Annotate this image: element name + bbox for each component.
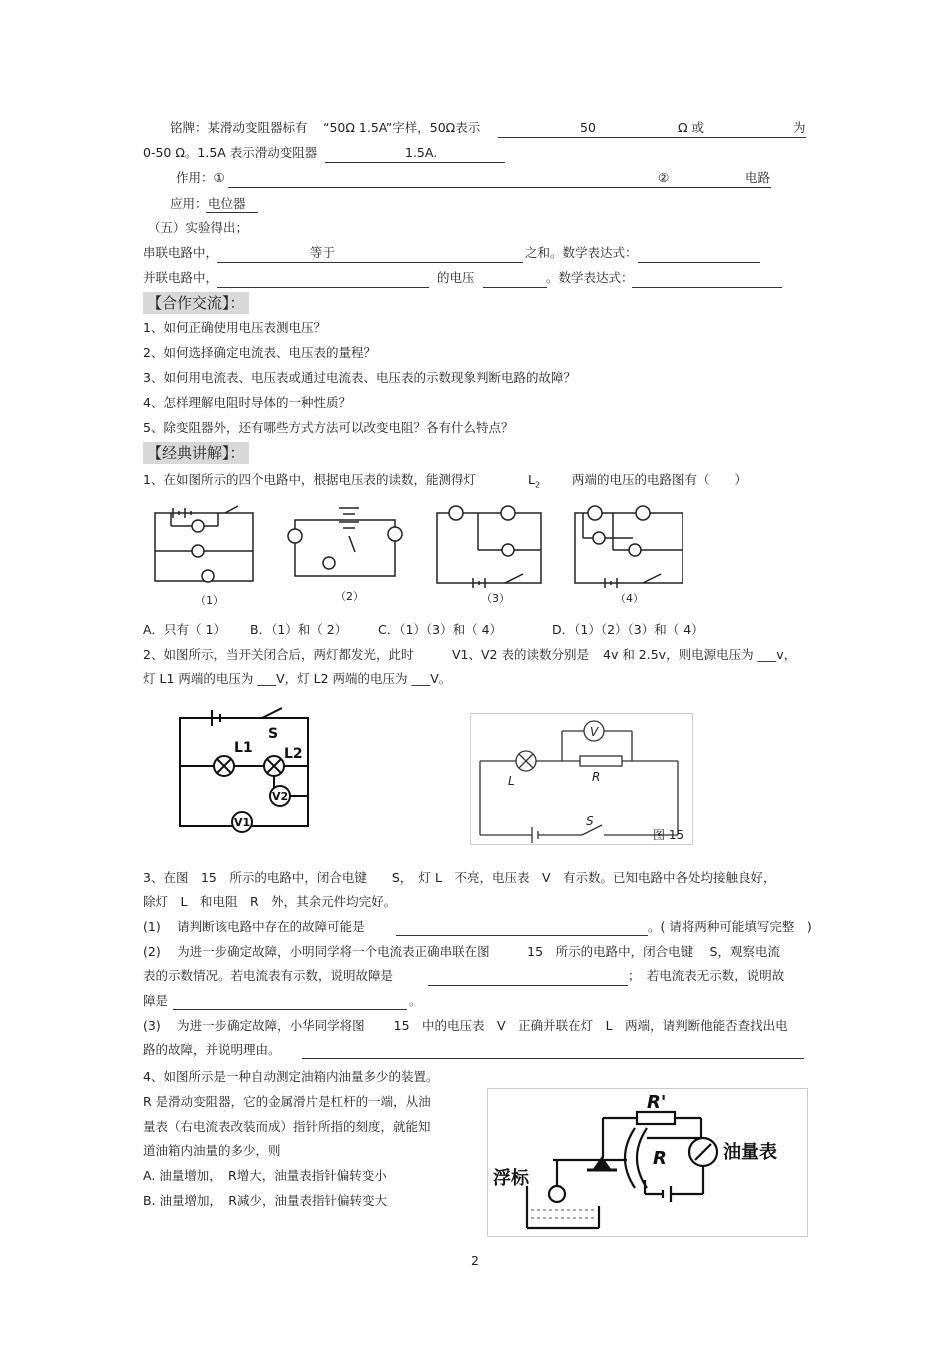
q2-label-l1: L1 [234,740,253,756]
q3-p2-a: (2) 为进一步确定故障，小明同学将一个电流表正确串联在图 15 所示的电路中，闭合电键 S，观察电流 [143,944,780,959]
blank-line[interactable] [217,287,429,288]
application-value: 电位器 [208,196,246,211]
q3-line1: 3、在图 15 所示的电路中，闭合电键 S， 灯 L 不亮，电压表 V 有示数。已知电路中各处均接触良好， [143,870,776,885]
series-prefix: 串联电路中， [143,245,219,260]
blank-line[interactable] [396,935,648,936]
blank-line[interactable] [428,985,628,986]
q3-p1-b: 。( 请将两种可能填写完整 ) [648,919,812,934]
cooperation-item: 3、如何用电流表、电压表或通过电流表、电压表的示数现象判断电路的故障？ [143,370,576,385]
q4-line4: 道油箱内油量的多少，则 [143,1143,281,1158]
q2-label-v1: V1 [234,816,251,829]
q1-fig-label: （3） [481,592,510,605]
nameplate-label: 铭牌：某滑动变阻器标有 [170,120,308,135]
blank-value-15a: 1.5A. [405,145,438,160]
application-label: 应用： [170,196,208,211]
q2-label-l2: L2 [284,746,303,762]
q1-fig-label: （1） [195,594,224,607]
blank-line[interactable] [206,212,258,213]
q1-l2: $L_2$ [528,472,541,490]
fig15-label-v: V [590,725,599,739]
nameplate-quote: “50Ω 1.5A”字样，50Ω表示 [323,120,481,135]
page-number: 2 [471,1253,479,1268]
blank-line[interactable] [302,1058,804,1059]
circuit-text: 电路 [745,170,771,185]
q4-option-b[interactable]: B. 油量增加， R减少，油量表指针偏转变大 [143,1193,387,1208]
blank-line[interactable] [173,1009,407,1010]
parallel-voltage: 的电压 [437,270,475,285]
cooperation-item: 5、除变阻器外，还有哪些方式方法可以改变电阻？各有什么特点？ [143,420,514,435]
q3-p3-b: 路的故障，并说明理由。 [143,1042,281,1057]
q3-p2-b: 表的示数情况。若电流表有示数，说明故障是 [143,968,394,983]
q4-line3: 量表（右电流表改装而成）指针所指的刻度，就能知 [143,1119,431,1134]
q1-option-d[interactable]: D．（1）（2）（3）和（ 4） [552,622,704,637]
cooperation-item: 2、如何选择确定电流表、电压表的量程？ [143,345,376,360]
circle-two: ② [658,170,670,185]
blank-line[interactable] [325,162,505,163]
q1-fig-label: （2） [335,590,364,603]
fuel-label-float: 浮标 [493,1168,529,1189]
parallel-expr: 。数学表达式： [546,270,634,285]
blank-line[interactable] [498,137,806,138]
parallel-prefix: 并联电路中， [143,270,219,285]
q1-option-c[interactable]: C．（1）（3）和（ 4） [378,622,503,637]
q4-line1: 4、如图所示是一种自动测定油箱内油量多少的装置。 [143,1069,439,1084]
q2-label-v2: V2 [272,790,289,803]
q4-line2: R 是滑动变阻器，它的金属滑片是杠杆的一端，从油 [143,1094,431,1109]
q1-fig-label: （4） [615,592,644,605]
fuel-label-r-prime: R' [647,1092,667,1113]
q2-circuit-figure [172,700,320,838]
q1-circuit-figure [143,498,683,608]
cooperation-item: 1、如何正确使用电压表测电压？ [143,320,326,335]
q2-values: 4v 和 2.5v，则电源电压为 ___v， [603,647,797,662]
q2-v1v2: V1、V2 表的读数分别是 [452,647,589,662]
q3-p1-a: (1) 请判断该电路中存在的故障可能是 [143,919,365,934]
q1-option-b[interactable]: B．（1）和（ 2） [250,622,348,637]
blank-value-50: 50 [580,120,596,135]
blank-line[interactable] [638,262,760,263]
q3-line2: 除灯 L 和电阻 R 外，其余元件均完好。 [143,894,397,909]
fig15-label-r: R [592,770,601,784]
q3-p2-c: ； 若电流表无示数，说明故 [628,968,785,983]
fuel-label-r: R [653,1148,667,1169]
fig15-caption: 图 15 [653,828,685,842]
function-label: 作用：① [176,170,225,185]
q1-text-b: 两端的电压的电路图有（ ） [572,472,748,487]
series-sum: 之和。数学表达式： [525,245,638,260]
fuel-label-gauge: 油量表 [723,1142,777,1163]
experiment-heading: （五）实验得出； [148,220,249,235]
figure-15 [470,713,695,846]
q2-line2: 灯 L1 两端的电压为 ___V，灯 L2 两端的电压为 ___V。 [143,671,452,686]
blank-line[interactable] [483,287,547,288]
fuel-gauge-figure [487,1088,809,1238]
blank-line[interactable] [228,187,771,188]
cooperation-header: 【合作交流】： [143,292,249,314]
range-text: 0-50 Ω。1.5A 表示滑动变阻器 [143,145,318,160]
q3-p2-d: 障是 [143,993,169,1008]
blank-line[interactable] [632,287,782,288]
q3-p3-a: (3) 为进一步确定故障，小华同学将图 15 中的电压表 V 正确并联在灯 L 两端，请判断他能否查找出电 [143,1018,788,1033]
q2-line1-a: 2、如图所示，当开关闭合后，两灯都发光，此时 [143,647,414,662]
blank-line[interactable] [217,262,523,263]
series-equal: 等于 [310,245,336,260]
q4-option-a[interactable]: A. 油量增加， R增大，油量表指针偏转变小 [143,1168,387,1183]
fig15-label-l: L [508,774,515,788]
classic-header: 【经典讲解】： [143,442,249,464]
q2-label-s: S [268,726,279,742]
q1-option-a[interactable]: A．只有（ 1） [143,622,226,637]
ohm-or-text: Ω 或 [678,120,705,135]
fig15-label-s: S [586,814,594,828]
wei-text: 为 [793,120,806,135]
cooperation-item: 4、怎样理解电阻时导体的一种性质？ [143,395,351,410]
q3-p2-e: 。 [409,993,422,1008]
q1-text-a: 1、在如图所示的四个电路中，根据电压表的读数，能测得灯 [143,472,476,487]
